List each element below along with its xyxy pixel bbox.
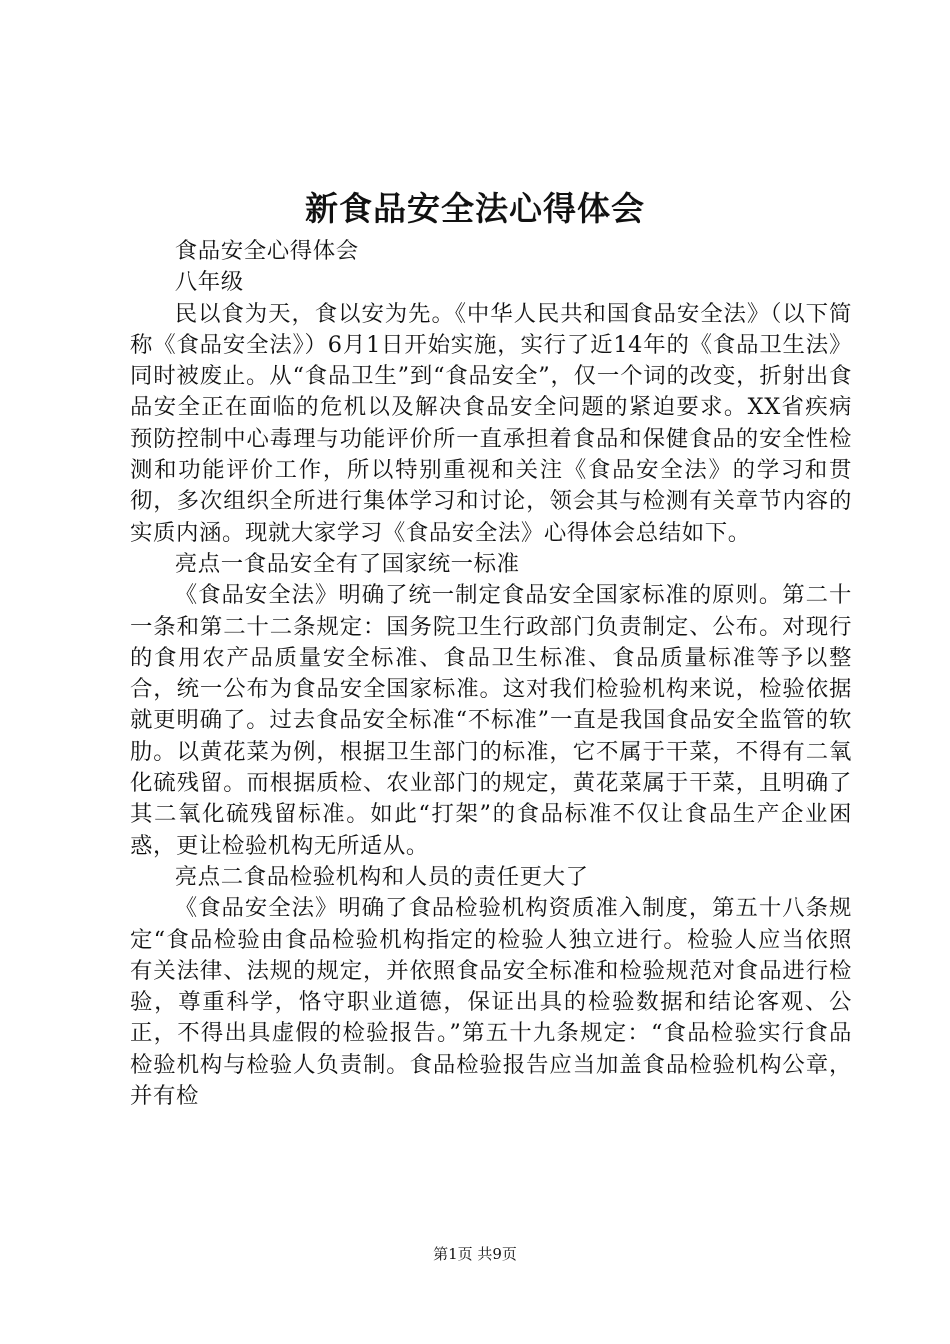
grade-paragraph: 八年级 [174, 269, 244, 296]
page-footer: 第1页 共9页 [433, 1245, 517, 1263]
subtitle-paragraph: 食品安全心得体会 [174, 238, 359, 264]
section-heading-1: 亮点一食品安全有了国家统一标准 [174, 550, 520, 577]
section-heading-2: 亮点二食品检验机构和人员的责任更大了 [174, 863, 589, 890]
intro-paragraph: 民以食为天，食以安为先。《中华人民共和国食品安全法》（以下简称《食品安全法》）6月1日开始实施，实行了近14年的《食品卫生法》同时被废止。从“食品卫生”到“食品安全”，仅一个词的改变，折射出食品安全正在面临的危机以及解决食品安全问题的紧迫要求。XX省疾病预防控制中心毒理与功能评价所一直承担着食品和保健食品的安全性检测和功能评价工作，所以特别重视和关注《食品安全法》的学习和贯彻，多次组织全所进行集体学习和讨论，领会其与检测有关章节内容的实质内涵。现就大家学习《食品安全法》心得体会总结如下。 [130, 300, 852, 546]
document-title: 新食品安全法心得体会 [305, 189, 645, 228]
section-1-paragraph: 《食品安全法》明确了统一制定食品安全国家标准的原则。第二十一条和第二十二条规定：国务院卫生行政部门负责制定、公布。对现行的食用农产品质量安全标准、食品卫生标准、食品质量标准等予以整合，统一公布为食品安全国家标准。这对我们检验机构来说，检验依据就更明确了。过去食品安全标准“不标准”一直是我国食品安全监管的软肋。以黄花菜为例，根据卫生部门的标准，它不属于干菜，不得有二氧化硫残留。而根据质检、农业部门的规定，黄花菜属于干菜，且明确了其二氧化硫残留标准。如此“打架”的食品标准不仅让食品生产企业困惑，更让检验机构无所适从。 [130, 582, 852, 859]
document-body [130, 236, 852, 1112]
section-2-paragraph: 《食品安全法》明确了食品检验机构资质准入制度，第五十八条规定“食品检验由食品检验机构指定的检验人独立进行。检验人应当依照有关法律、法规的规定，并依照食品安全标准和检验规范对食品进行检验，尊重科学，恪守职业道德，保证出具的检验数据和结论客观、公正，不得出具虚假的检验报告。”第五十九条规定：“食品检验实行食品检验机构与检验人负责制。食品检验报告应当加盖食品检验机构公章，并有检 [130, 895, 852, 1110]
